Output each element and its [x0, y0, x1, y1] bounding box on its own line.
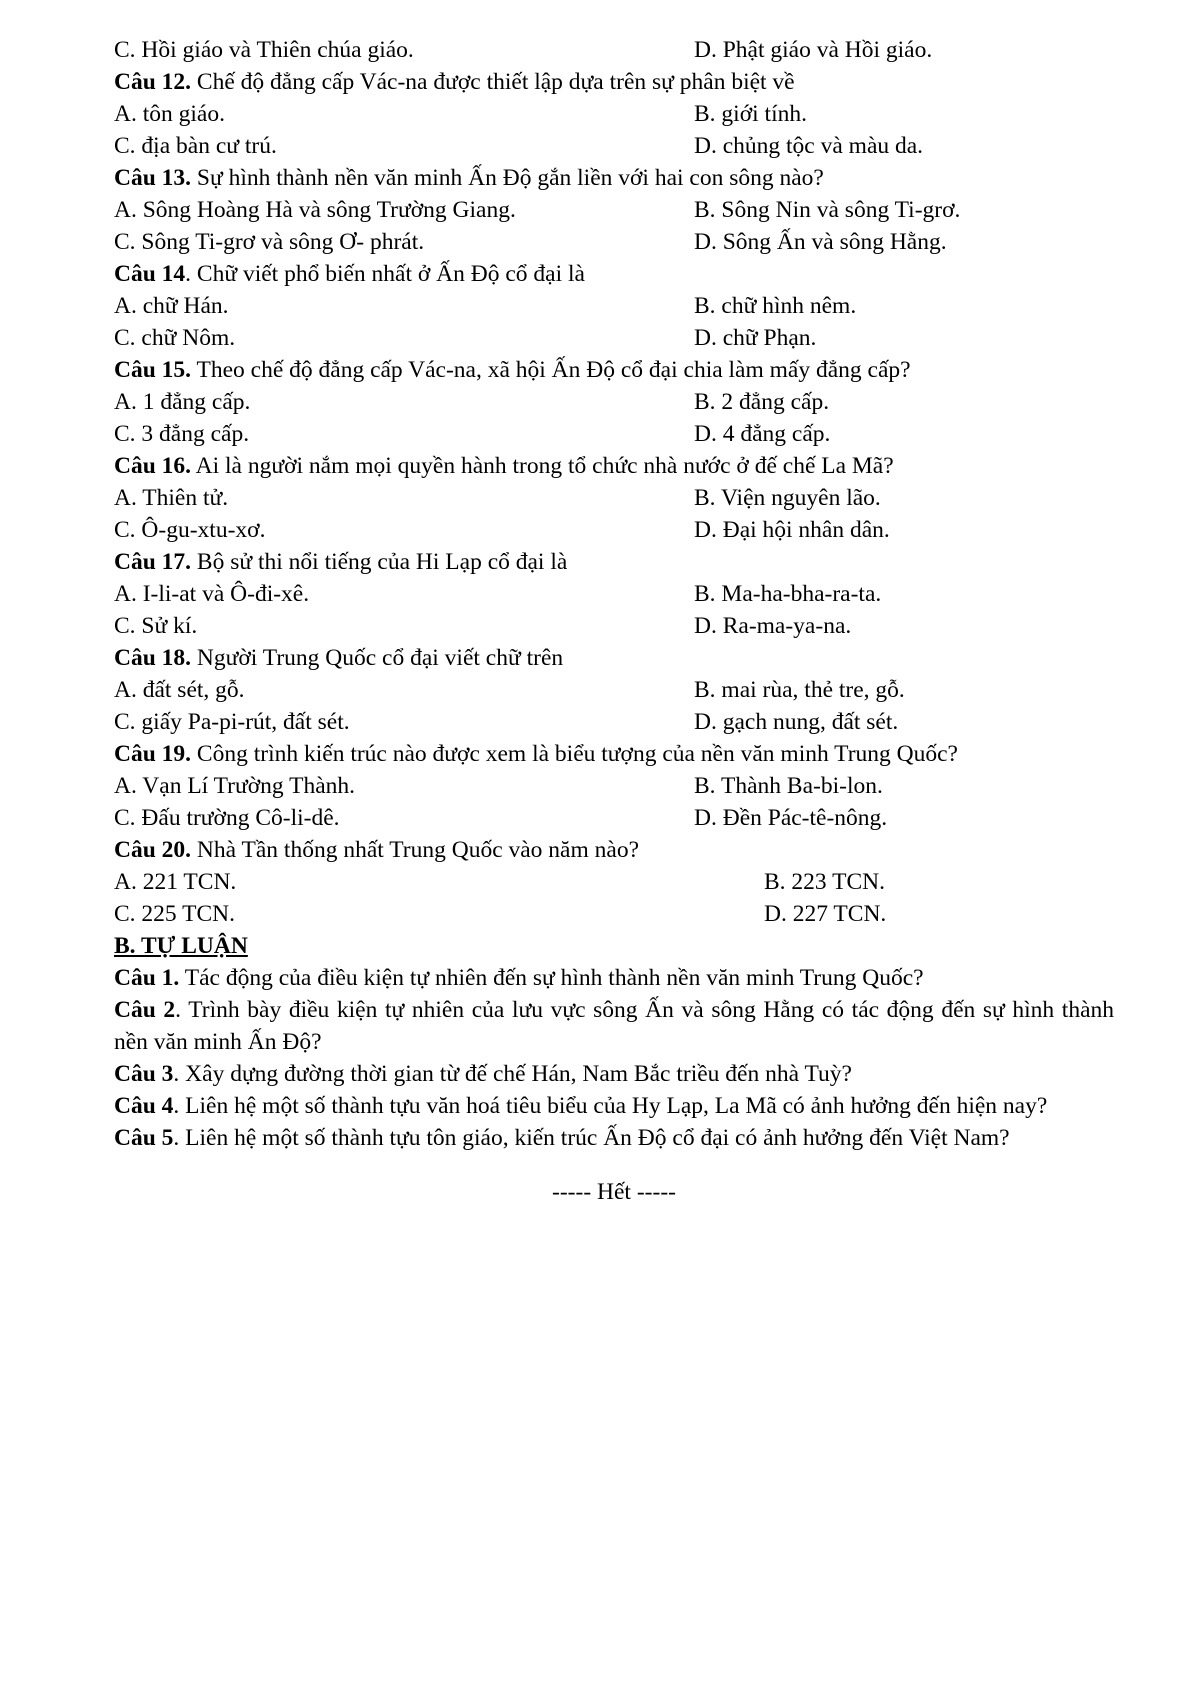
- option-b: B. Viện nguyên lão.: [694, 485, 881, 511]
- question-number: Câu 14: [114, 261, 186, 287]
- option-a: A. 221 TCN.: [114, 869, 237, 895]
- option-row: [114, 130, 1114, 162]
- question-text: . Chữ viết phổ biến nhất ở Ấn Độ cổ đại là: [185, 261, 585, 287]
- option-d: D. Phật giáo và Hồi giáo.: [694, 37, 933, 63]
- question-text: Chế độ đẳng cấp Vác-na được thiết lập dựa trên sự phân biệt về: [191, 69, 795, 95]
- question-text: Tác động của điều kiện tự nhiên đến sự hình thành nền văn minh Trung Quốc?: [179, 965, 924, 991]
- option-d: D. Đền Pác-tê-nông.: [694, 805, 888, 831]
- option-row: [114, 226, 1114, 258]
- option-row: [114, 98, 1114, 130]
- question-number: Câu 19.: [114, 741, 192, 767]
- option-row: [114, 578, 1114, 610]
- option-d: D. Đại hội nhân dân.: [694, 517, 890, 543]
- option-row: [114, 706, 1114, 738]
- question-number: Câu 18.: [114, 645, 192, 671]
- question-text: Ai là người nắm mọi quyền hành trong tổ chức nhà nước ở đế chế La Mã?: [191, 453, 894, 479]
- question-number: Câu 20.: [114, 837, 192, 863]
- option-row: [114, 770, 1114, 802]
- option-c: C. địa bàn cư trú.: [114, 133, 277, 159]
- option-c: C. Hồi giáo và Thiên chúa giáo.: [114, 37, 414, 63]
- option-row: [114, 482, 1114, 514]
- option-a: A. đất sét, gỗ.: [114, 677, 245, 703]
- option-c: C. Sử kí.: [114, 613, 198, 639]
- option-b: B. 223 TCN.: [764, 869, 885, 895]
- question-16: [114, 450, 1114, 482]
- essay-question-3: [114, 1058, 1114, 1090]
- option-c: C. Ô-gu-xtu-xơ.: [114, 517, 266, 543]
- end-marker: ----- Hết -----: [552, 1179, 676, 1205]
- option-c: C. Sông Ti-grơ và sông Ơ- phrát.: [114, 229, 425, 255]
- question-text: . Xây dựng đường thời gian từ đế chế Hán, Nam Bắc triều đến nhà Tuỳ?: [173, 1061, 852, 1087]
- option-c: C. Đấu trường Cô-li-dê.: [114, 805, 340, 831]
- option-a: A. Vạn Lí Trường Thành.: [114, 773, 356, 799]
- option-b: B. Ma-ha-bha-ra-ta.: [694, 581, 882, 607]
- question-13: [114, 162, 1114, 194]
- question-text: . Liên hệ một số thành tựu tôn giáo, kiến trúc Ấn Độ cổ đại có ảnh hưởng đến Việt Nam?: [173, 1125, 1010, 1151]
- option-row: [114, 34, 1114, 66]
- option-row: [114, 290, 1114, 322]
- option-row: [114, 898, 1114, 930]
- essay-question-1: [114, 962, 1114, 994]
- option-row: [114, 802, 1114, 834]
- question-text: . Liên hệ một số thành tựu văn hoá tiêu biểu của Hy Lạp, La Mã có ảnh hưởng đến hiện nay?: [173, 1093, 1048, 1119]
- option-d: D. Sông Ấn và sông Hằng.: [694, 229, 947, 255]
- option-d: D. gạch nung, đất sét.: [694, 709, 899, 735]
- question-number: Câu 16.: [114, 453, 192, 479]
- question-number: Câu 13.: [114, 165, 192, 191]
- essay-question-2: [114, 994, 1114, 1058]
- option-b: B. 2 đẳng cấp.: [694, 389, 830, 415]
- question-17: [114, 546, 1114, 578]
- option-row: [114, 418, 1114, 450]
- option-b: B. giới tính.: [694, 101, 807, 127]
- question-number: Câu 12.: [114, 69, 192, 95]
- option-b: B. mai rùa, thẻ tre, gỗ.: [694, 677, 905, 703]
- option-d: D. 4 đẳng cấp.: [694, 421, 831, 447]
- question-number: Câu 2: [114, 997, 176, 1023]
- option-a: A. Thiên tử.: [114, 485, 229, 511]
- option-row: [114, 386, 1114, 418]
- option-c: C. giấy Pa-pi-rút, đất sét.: [114, 709, 350, 735]
- section-heading: B. TỰ LUẬN: [114, 933, 248, 959]
- question-number: Câu 1.: [114, 965, 180, 991]
- question-15: [114, 354, 1114, 386]
- option-row: [114, 674, 1114, 706]
- option-b: B. Thành Ba-bi-lon.: [694, 773, 883, 799]
- option-row: [114, 866, 1114, 898]
- option-row: [114, 194, 1114, 226]
- question-text: Công trình kiến trúc nào được xem là biểu tượng của nền văn minh Trung Quốc?: [191, 741, 958, 767]
- option-b: B. Sông Nin và sông Ti-grơ.: [694, 197, 961, 223]
- option-row: [114, 322, 1114, 354]
- question-text: Người Trung Quốc cổ đại viết chữ trên: [191, 645, 564, 671]
- question-14: [114, 258, 1114, 290]
- option-d: D. Ra-ma-ya-na.: [694, 613, 852, 639]
- option-c: C. chữ Nôm.: [114, 325, 236, 351]
- option-c: C. 3 đẳng cấp.: [114, 421, 250, 447]
- option-c: C. 225 TCN.: [114, 901, 235, 927]
- question-text: Theo chế độ đẳng cấp Vác-na, xã hội Ấn Độ cổ đại chia làm mấy đẳng cấp?: [191, 357, 911, 383]
- question-number: Câu 3: [114, 1061, 174, 1087]
- question-number: Câu 17.: [114, 549, 192, 575]
- option-a: A. I-li-at và Ô-đi-xê.: [114, 581, 310, 607]
- essay-question-5: [114, 1122, 1114, 1154]
- question-text: Nhà Tần thống nhất Trung Quốc vào năm nào?: [191, 837, 640, 863]
- question-text: . Trình bày điều kiện tự nhiên của lưu vực sông Ấn và sông Hằng có tác động đến sự hình thành nền văn minh Ấn Độ?: [114, 997, 1114, 1055]
- option-row: [114, 514, 1114, 546]
- option-a: A. tôn giáo.: [114, 101, 225, 127]
- option-b: B. chữ hình nêm.: [694, 293, 857, 319]
- option-d: D. 227 TCN.: [764, 901, 887, 927]
- question-number: Câu 15.: [114, 357, 192, 383]
- question-text: Sự hình thành nền văn minh Ấn Độ gắn liền với hai con sông nào?: [191, 165, 824, 191]
- option-a: A. 1 đẳng cấp.: [114, 389, 251, 415]
- option-a: A. Sông Hoàng Hà và sông Trường Giang.: [114, 197, 516, 223]
- question-18: [114, 642, 1114, 674]
- option-d: D. chủng tộc và màu da.: [694, 133, 924, 159]
- essay-question-4: [114, 1090, 1114, 1122]
- question-number: Câu 5: [114, 1125, 174, 1151]
- question-text: Bộ sử thi nổi tiếng của Hi Lạp cổ đại là: [191, 549, 568, 575]
- option-d: D. chữ Phạn.: [694, 325, 817, 351]
- option-a: A. chữ Hán.: [114, 293, 229, 319]
- question-20: [114, 834, 1114, 866]
- exam-page: [114, 34, 1114, 1208]
- question-19: [114, 738, 1114, 770]
- option-row: [114, 610, 1114, 642]
- question-12: [114, 66, 1114, 98]
- question-number: Câu 4: [114, 1093, 174, 1119]
